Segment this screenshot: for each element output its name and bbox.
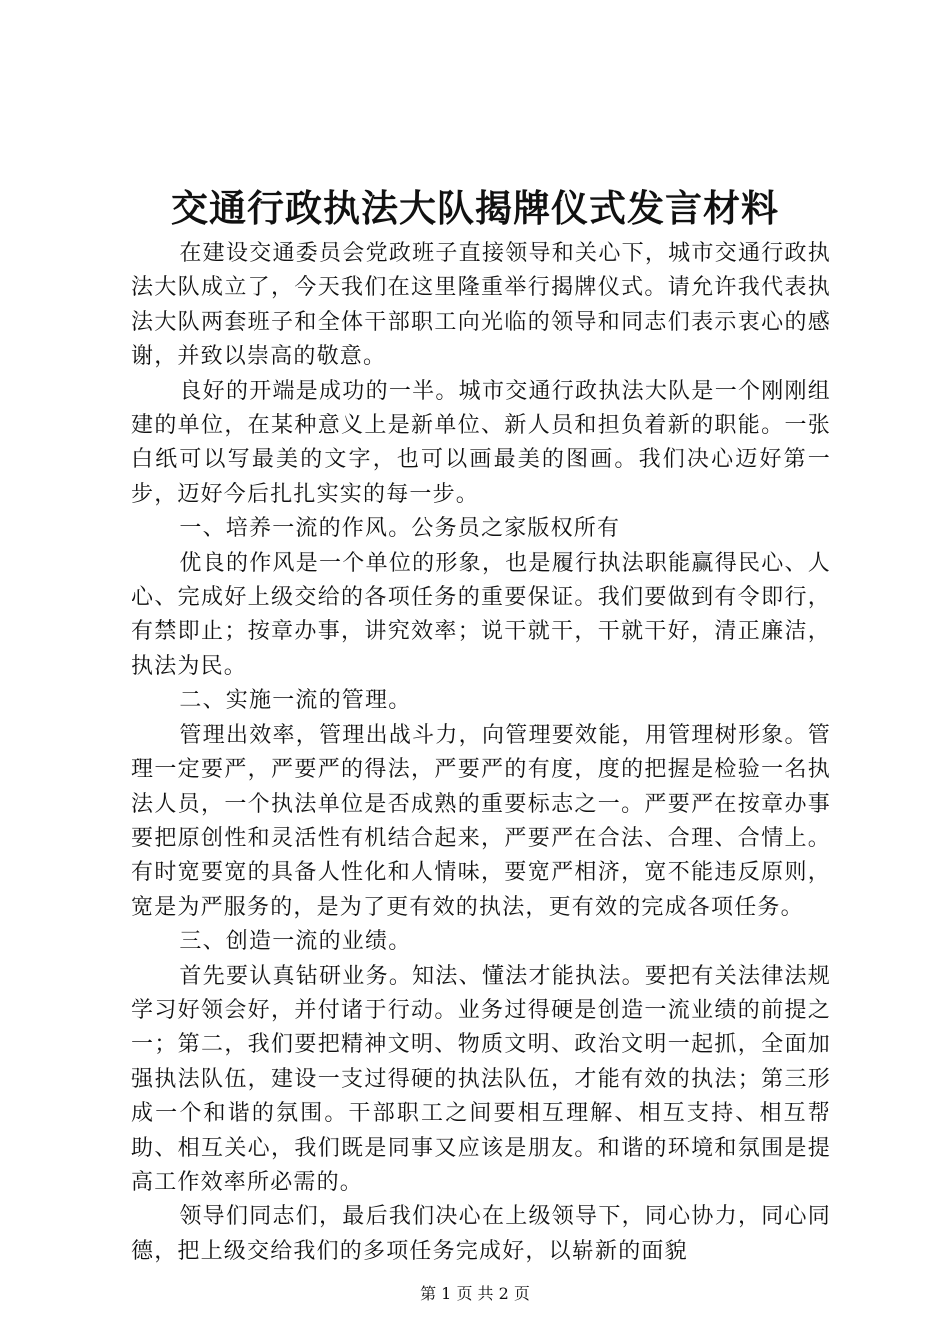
section-heading: 二、实施一流的管理。 [179,688,412,714]
paragraph: 优良的作风是一个单位的形象，也是履行执法职能赢得民心、人心、完成好上级交给的各项任务的重要保证。我们要做到有令即行，有禁即止；按章办事，讲究效率；说干就干，干就干好，清正廉洁，执法为民。 [131,550,831,679]
document-body [131,237,831,1269]
paragraph: 领导们同志们，最后我们决心在上级领导下，同心协力，同心同德，把上级交给我们的多项任务完成好，以崭新的面貌 [131,1204,831,1264]
page-footer: 第 1 页 共 2 页 [420,1284,530,1303]
paragraph: 管理出效率，管理出战斗力，向管理要效能，用管理树形象。管理一定要严，严要严的得法，严要严的有度，度的把握是检验一名执法人员，一个执法单位是否成熟的重要标志之一。严要严在按章办事要把原创性和灵活性有机结合起来，严要严在合法、合理、合情上。有时宽要宽的具备人性化和人情味，要宽严相济，宽不能违反原则，宽是为严服务的，是为了更有效的执法，更有效的完成各项任务。 [131,722,831,920]
paragraph: 良好的开端是成功的一半。城市交通行政执法大队是一个刚刚组建的单位，在某种意义上是新单位、新人员和担负着新的职能。一张白纸可以写最美的文字，也可以画最美的图画。我们决心迈好第一步，迈好今后扎扎实实的每一步。 [131,378,831,507]
paragraph: 在建设交通委员会党政班子直接领导和关心下，城市交通行政执法大队成立了，今天我们在这里隆重举行揭牌仪式。请允许我代表执法大队两套班子和全体干部职工向光临的领导和同志们表示衷心的感谢，并致以崇高的敬意。 [131,241,831,370]
paragraph: 首先要认真钻研业务。知法、懂法才能执法。要把有关法律法规学习好领会好，并付诸于行动。业务过得硬是创造一流业绩的前提之一；第二，我们要把精神文明、物质文明、政治文明一起抓，全面加强执法队伍，建设一支过得硬的执法队伍，才能有效的执法；第三形成一个和谐的氛围。干部职工之间要相互理解、相互支持、相互帮助、相互关心，我们既是同事又应该是朋友。和谐的环境和氛围是提高工作效率所必需的。 [131,963,831,1195]
document-title: 交通行政执法大队揭牌仪式发言材料 [171,186,779,230]
section-heading: 一、培养一流的作风。公务员之家版权所有 [179,516,621,542]
section-heading: 三、创造一流的业绩。 [179,929,412,955]
